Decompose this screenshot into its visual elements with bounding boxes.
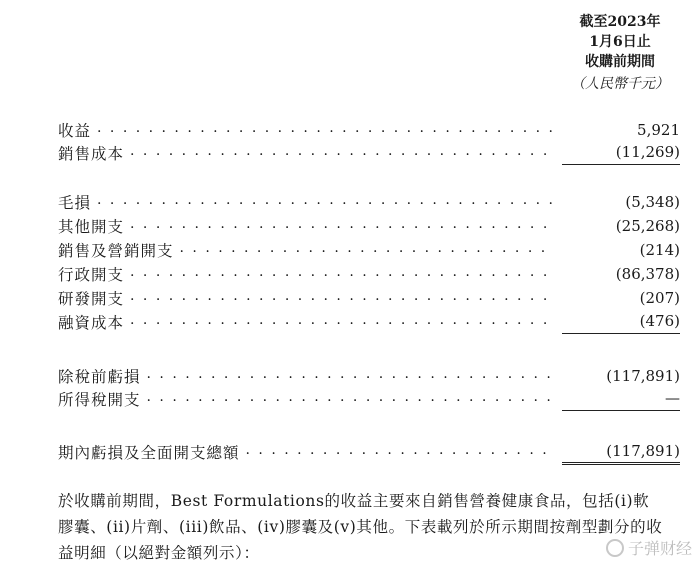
row-label: 收益: [58, 122, 92, 140]
currency-unit: （人民幣千元）: [571, 76, 669, 92]
leader-dots: [147, 364, 554, 388]
row-selling-marketing: [58, 238, 680, 262]
leader-dots: [97, 190, 554, 214]
row-value: (86,378): [615, 265, 680, 283]
paragraph-line-2: 膠囊、(ii)片劑、(iii)飲品、(iv)膠囊及(v)其他。下表載列於所示期間按劑型劃分的收: [58, 518, 663, 536]
column-header: [560, 12, 680, 94]
row-label: 毛損: [58, 194, 92, 212]
weibo-logo-icon: [606, 539, 624, 557]
leader-dots: [180, 238, 554, 262]
row-value: (207): [639, 289, 680, 307]
row-value: —: [562, 387, 680, 411]
leader-dots: [147, 387, 554, 411]
row-label: 除稅前虧損: [58, 368, 141, 386]
row-gross-loss: [58, 190, 680, 214]
period-name: 收購前期間: [585, 54, 655, 70]
period-end-year: 截至2023年: [579, 14, 661, 30]
row-label: 期內虧損及全面開支總額: [58, 444, 240, 462]
row-label: 研發開支: [58, 290, 125, 308]
row-value: (5,348): [625, 193, 680, 211]
watermark-text: 子弹财经: [627, 539, 692, 558]
row-value: 5,921: [637, 121, 680, 139]
row-label: 銷售成本: [58, 145, 125, 163]
row-value: (25,268): [615, 217, 680, 235]
watermark: [606, 536, 692, 559]
period-end-date: 1月6日止: [589, 34, 651, 50]
row-income-tax: [58, 387, 680, 411]
row-label: 所得稅開支: [58, 391, 141, 409]
row-value: (214): [639, 241, 680, 259]
row-revenue: [58, 118, 680, 142]
row-value: (117,891): [562, 440, 680, 465]
row-finance-costs: [58, 310, 680, 334]
explanatory-paragraph: [58, 488, 678, 566]
row-cost-of-sales: [58, 141, 680, 165]
row-loss-before-tax: [58, 364, 680, 388]
row-label: 銷售及營銷開支: [58, 242, 174, 260]
row-label: 融資成本: [58, 314, 125, 332]
leader-dots: [130, 286, 554, 310]
leader-dots: [130, 141, 554, 165]
leader-dots: [97, 118, 554, 142]
row-value: (476): [562, 310, 680, 334]
paragraph-line-3: 益明細（以絕對金額列示）：: [58, 544, 260, 562]
paragraph-line-1: 於收購前期間，Best Formulations的收益主要來自銷售營養健康食品，包括(i)軟: [58, 492, 650, 510]
leader-dots: [130, 310, 554, 334]
row-admin-expenses: [58, 262, 680, 286]
leader-dots: [130, 262, 554, 286]
row-rnd-expenses: [58, 286, 680, 310]
row-label: 行政開支: [58, 266, 125, 284]
row-label: 其他開支: [58, 218, 125, 236]
leader-dots: [246, 440, 554, 464]
row-value: (117,891): [606, 367, 680, 385]
row-value: (11,269): [562, 141, 680, 165]
row-other-expenses: [58, 214, 680, 238]
leader-dots: [130, 214, 554, 238]
row-total-loss: [58, 440, 680, 464]
